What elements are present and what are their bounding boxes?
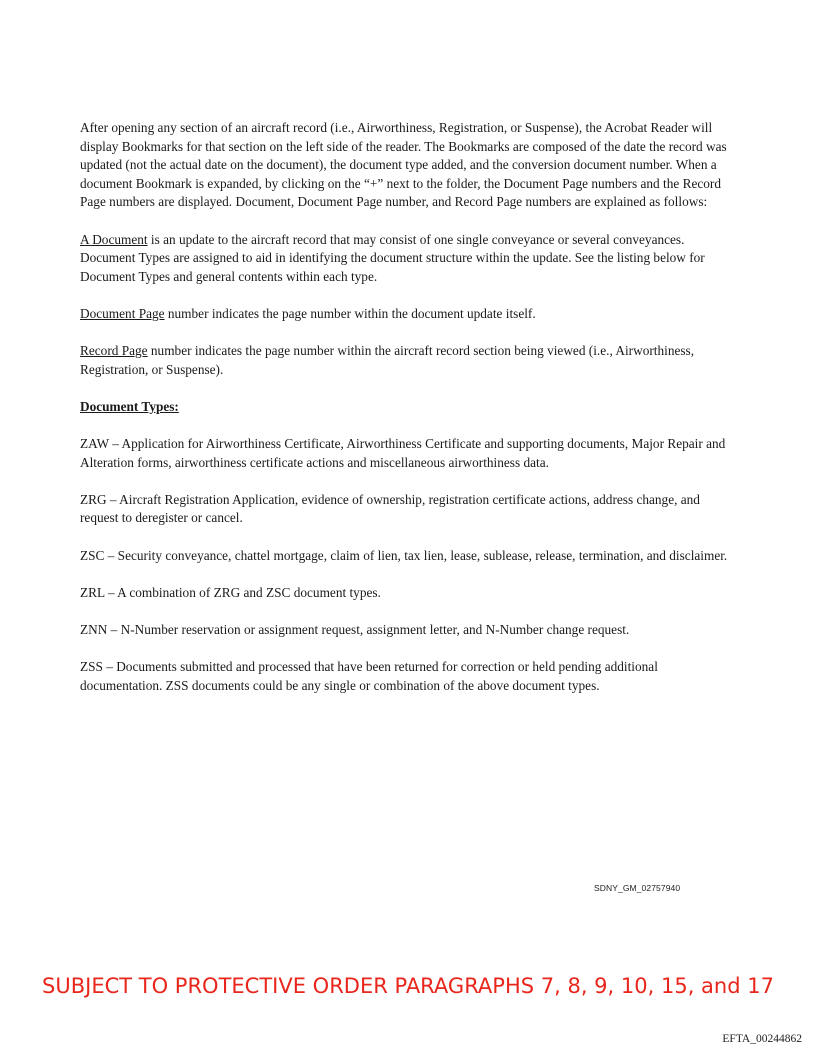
document-type-zrl: ZRL – A combination of ZRG and ZSC document types.: [80, 584, 381, 600]
bates-number: SDNY_GM_02757940: [594, 883, 681, 893]
definition-text-document: is an update to the aircraft record that may consist of one single conveyance or several conveyances. Document Types are assigned to aid in identifying the document structure within the update. See the listing below for Document Types and general contents within each type.: [80, 231, 705, 284]
document-type-zrg: ZRG – Aircraft Registration Application, evidence of ownership, registration certificate actions, address change, and request to deregister or cancel.: [80, 491, 700, 526]
document-type-zsc: ZSC – Security conveyance, chattel mortgage, claim of lien, tax lien, lease, sublease, release, termination, and disclaimer.: [80, 547, 728, 563]
document-type-znn: ZNN – N-Number reservation or assignment request, assignment letter, and N-Number change request.: [80, 622, 630, 638]
protective-order-notice: SUBJECT TO PROTECTIVE ORDER PARAGRAPHS 7, 8, 9, 10, 15, and 17: [42, 974, 774, 998]
definition-record-page: [80, 342, 740, 379]
efta-number: EFTA_00244862: [722, 1033, 802, 1045]
intro-paragraph: After opening any section of an aircraft record (i.e., Airworthiness, Registration, or Suspense), the Acrobat Reader will display Bookmarks for that section on the left side of the reader. The Bookmarks are composed of the date the record was updated (not the actual date on the document), the document type added, and the conversion document number. When a document Bookmark is expanded, by clicking on the “+” next to the folder, the Document Page numbers and the Record Page numbers are displayed. Document, Document Page number, and Record Page numbers are explained as follows:: [80, 120, 727, 210]
document-type-zss: ZSS – Documents submitted and processed that have been returned for correction or held pending additional documentation. ZSS documents could be any single or combination of the above document types.: [80, 659, 658, 693]
definition-text-document-page: number indicates the page number within the document update itself.: [164, 305, 536, 321]
definition-text-record-page: number indicates the page number within the aircraft record section being viewed (i.e., Airworthiness, Registration, or Suspense).: [80, 343, 695, 377]
document-types-heading: Document Types:: [80, 398, 179, 414]
definition-term-record-page: Record Page: [80, 343, 148, 359]
definition-document: [80, 231, 740, 287]
document-body: [80, 119, 740, 714]
document-type-zaw: ZAW – Application for Airworthiness Certificate, Airworthiness Certificate and supporting documents, Major Repair and Alteration forms, airworthiness certificate actions and miscellaneous airworthiness data.: [80, 436, 726, 470]
definition-document-page: [80, 305, 740, 324]
definition-term-document-page: Document Page: [80, 305, 165, 321]
definition-term-document: A Document: [80, 231, 148, 247]
